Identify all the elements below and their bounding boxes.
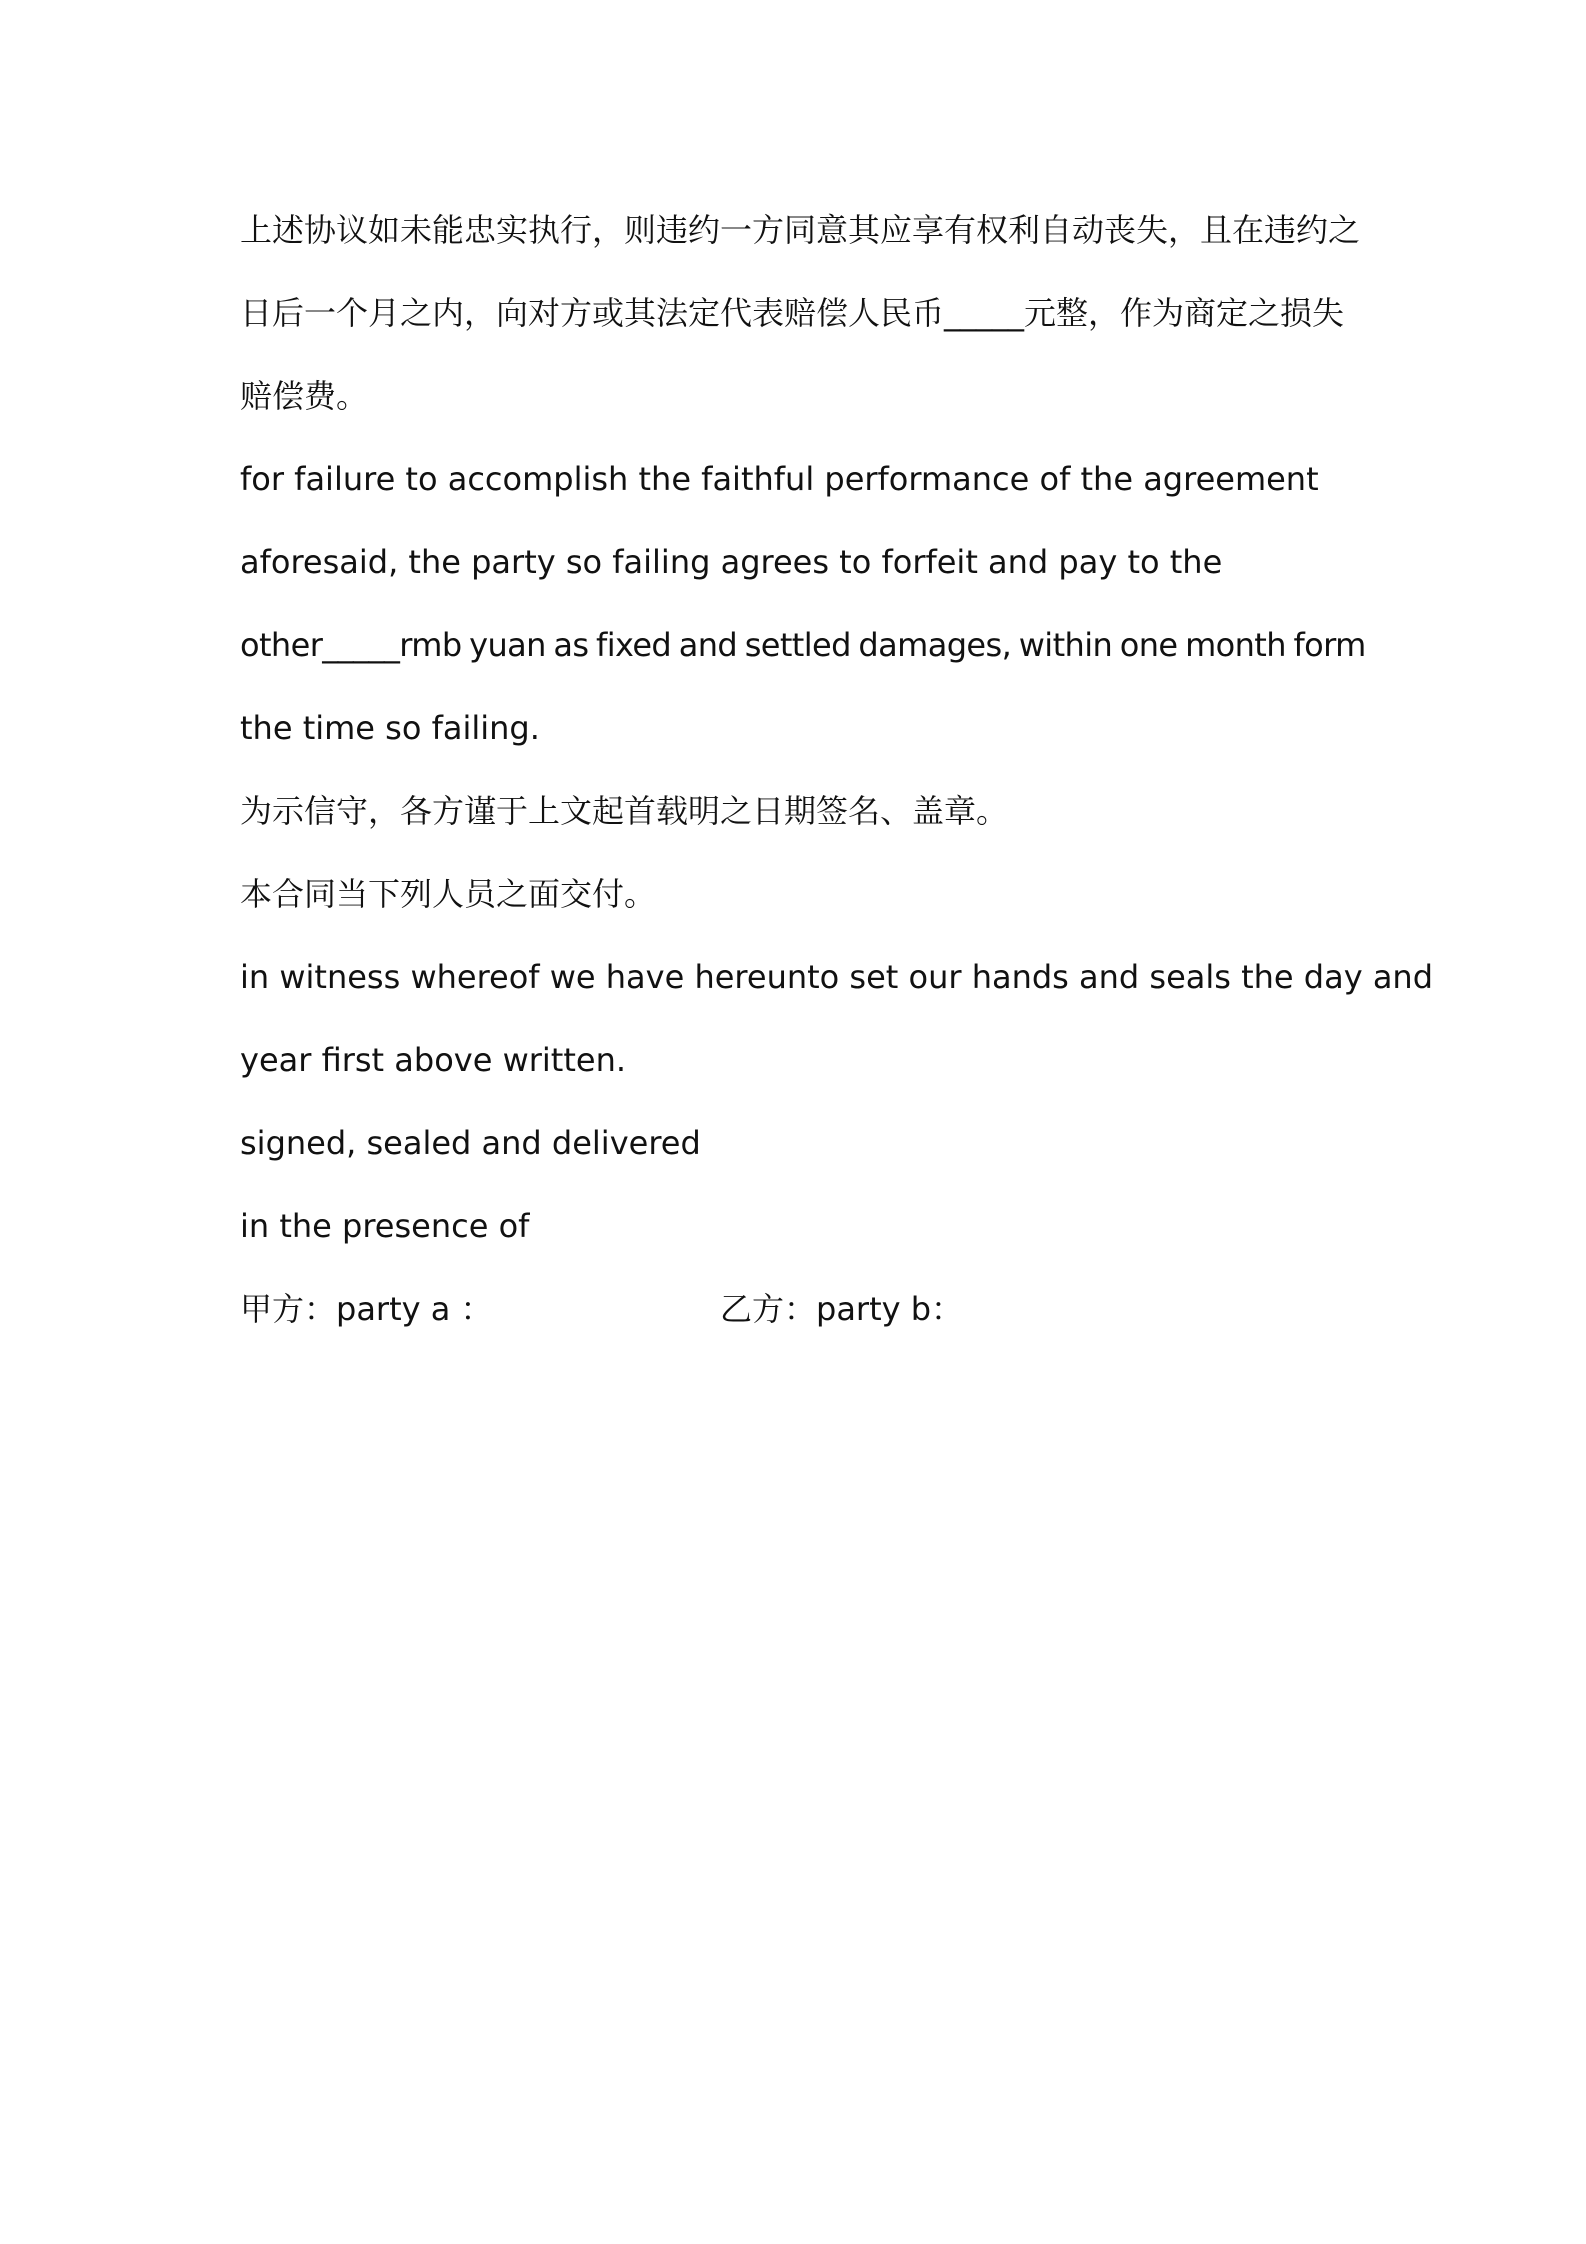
witness-chinese [240, 781, 1360, 947]
witness-english [240, 947, 1434, 1113]
clause-english-line: for failure to accomplish the faithful performance of the agreement [240, 460, 1319, 498]
clause-chinese-line: 上述协议如未能忠实执行，则违约一方同意其应享有权利自动丧失，且在违约之 [240, 211, 1361, 249]
party-b-label: 乙方：party b： [720, 1290, 964, 1328]
clause-english-line: aforesaid, the party so failing agrees to forfeit and pay to the [240, 543, 1223, 581]
witness-english-line: year first above written. [240, 1041, 627, 1079]
clause-chinese-line: 赔偿费。 [240, 377, 369, 415]
document-body [240, 200, 1434, 1362]
presence-line: in the presence of [240, 1207, 530, 1245]
party-a-label: 甲方：party a ： [240, 1290, 493, 1328]
delivery-english [240, 1113, 1360, 1279]
clause-english-line: other_____rmb yuan as fixed and settled damages, within one month form [240, 626, 1366, 664]
clause-english [240, 449, 1366, 781]
clause-chinese-line: 日后一个月之内，向对方或其法定代表赔偿人民币_____元整，作为商定之损失 [240, 294, 1345, 332]
witness-english-line: in witness whereof we have hereunto set our hands and seals the day and [240, 958, 1434, 996]
witness-chinese-line: 为示信守，各方谨于上文起首载明之日期签名、盖章。 [240, 792, 1009, 830]
signed-sealed-line: signed, sealed and delivered [240, 1124, 701, 1162]
clause-chinese [240, 200, 1360, 449]
delivery-chinese-line: 本合同当下列人员之面交付。 [240, 875, 657, 913]
signature-block [240, 1279, 1360, 1362]
clause-english-line: the time so failing. [240, 709, 540, 747]
